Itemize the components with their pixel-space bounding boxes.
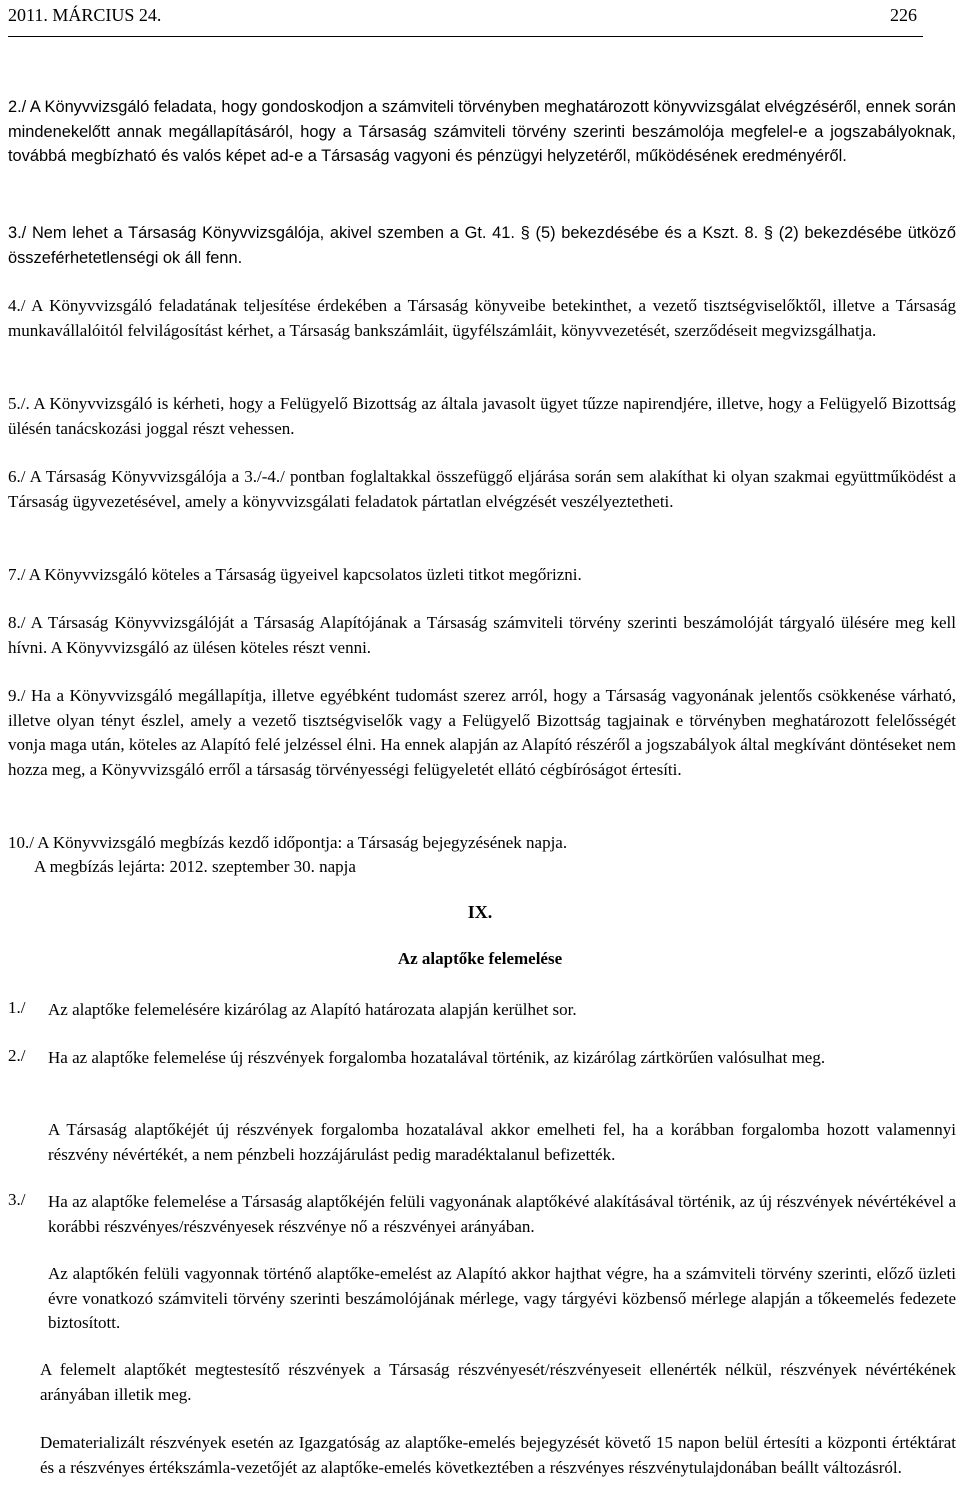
item-2-sub-text: A Társaság alaptőkéjét új részvények forgalomba hozatalával akkor emelheti fel, ha a korábban forgalomba hozott valamennyi részvény névértékét, a nem pénzbeli hozzájárulást pedig maradéktalanul befizették.: [48, 1120, 956, 1164]
item-1-text: Az alaptőke felemelésére kizárólag az Alapító határozata alapján kerülhet sor.: [48, 1000, 577, 1019]
item-1-number: 1./: [8, 998, 26, 1017]
paragraph-7: 7./ A Könyvvizsgáló köteles a Társaság ügyeivel kapcsolatos üzleti titkot megőrizni.: [8, 565, 582, 584]
item-3-subparagraph-3: Dematerializált részvények esetén az Igazgatóság az alaptőke-emelés bejegyzését követő 15 napon belül értesíti a központi értéktárat és a részvényes értékszámla-vezetőjét az alaptőke-emelés következtében a részvényes részvénytulajdonában beállt változásról.: [40, 1433, 956, 1477]
paragraph-6: 6./ A Társaság Könyvvizsgálója a 3./-4./ pontban foglaltakkal összefüggő eljárása során sem alakíthat ki olyan szakmai együttműködést a Társaság ügyvezetésével, amely a könyvvizsgálati feladatok pártatlan elvégzését veszélyeztetheti.: [8, 467, 956, 511]
header-date: 2011. MÁRCIUS 24.: [8, 5, 162, 25]
item-2-text: Ha az alaptőke felemelése új részvények forgalomba hozatalával történik, az kizárólag zártkörűen valósulhat meg.: [48, 1048, 826, 1067]
paragraph-5: 5./. A Könyvvizsgáló is kérheti, hogy a Felügyelő Bizottság az általa javasolt ügyet tűzze napirendjére, illetve, hogy a Felügyelő Bizottság ülésén tanácskozási joggal részt vehessen.: [8, 394, 956, 438]
section-title: Az alaptőke felemelése: [397, 949, 563, 968]
item-3-text: Ha az alaptőke felemelése a Társaság alaptőkéjén felüli vagyonának alaptőkévé alakításával történik, az új részvények névértékével a korábbi részvényes/részvényesek részvénye nő a részvényei arányában.: [48, 1192, 956, 1236]
paragraph-8: 8./ A Társaság Könyvvizsgálóját a Társaság Alapítójának a Társaság számviteli törvény szerinti beszámolóját tárgyaló ülésére meg kell hívni. A Könyvvizsgáló az ülésen köteles részt venni.: [8, 613, 956, 657]
paragraph-2: 2./ A Könyvvizsgáló feladata, hogy gondoskodjon a számviteli törvényben meghatározott könyvvizsgálat elvégzéséről, ennek során mindenekelőtt annak megállapításáról, hogy a Társaság számviteli törvény szerinti beszámolója megfelel-e a jogszabályoknak, továbbá megbízható és valós képet ad-e a Társaság vagyoni és pénzügyi helyzetéről, működésének eredményéről.: [8, 98, 956, 165]
page-number: 226: [890, 5, 917, 25]
page-header: [8, 2, 923, 37]
item-2-number: 2./: [8, 1046, 26, 1065]
item-2-subparagraph: [48, 1118, 956, 1167]
paragraph-10-expiry: A megbízás lejárta: 2012. szeptember 30. napja: [34, 857, 356, 876]
paragraph-4: 4./ A Könyvvizsgáló feladatának teljesítése érdekében a Társaság könyveibe betekinthet, a vezető tisztségviselőktől, illetve a Társaság munkavállalóitól felvilágosítást kérhet, a Társaság bankszámláit, ügyfélszámláit, könyvvezetését, szerződéseit megvizsgálhatja.: [8, 296, 956, 340]
paragraph-9: 9./ Ha a Könyvvizsgáló megállapítja, illetve egyébként tudomást szerez arról, hogy a Társaság vagyonának jelentős csökkenése várható, illetve olyan tényt észlel, amely a vezető tisztségviselők vagy a Felügyelő Bizottság tagjainak e törvényben meghatározott felelősségét vonja maga után, köteles az Alapító felé jelzéssel élni. Ha ennek alapján az Alapító részéről a jogszabályok által megkívánt döntéseket nem hozza meg, a Könyvvizsgáló erről a társaság törvényességi felügyeletét ellátó cégbíróságot értesíti.: [8, 686, 956, 779]
item-3-subparagraph-1: Az alaptőkén felüli vagyonnak történő alaptőke-emelést az Alapító akkor hajthat végre, ha a számviteli törvény szerinti, előző üzleti évre vonatkozó számviteli törvény szerinti beszámolójának mérlege, vagy tárgyévi közbenső mérlege alapján a tőkeemelés fedezete biztosított.: [48, 1264, 956, 1332]
section-number: IX.: [467, 902, 493, 922]
paragraph-3: 3./ Nem lehet a Társaság Könyvvizsgálója, akivel szemben a Gt. 41. § (5) bekezdésébe és a Kszt. 8. § (2) bekezdésébe ütköző összeférhetetlenségi ok áll fenn.: [8, 224, 956, 267]
paragraph-10: 10./ A Könyvvizsgáló megbízás kezdő időpontja: a Társaság bejegyzésének napja.: [8, 833, 568, 852]
item-3-number: 3./: [8, 1190, 26, 1209]
item-3-subparagraph-2: A felemelt alaptőkét megtestesítő részvények a Társaság részvényesét/részvényeseit ellenérték nélkül, részvények névértékének arányában illetik meg.: [40, 1360, 956, 1404]
